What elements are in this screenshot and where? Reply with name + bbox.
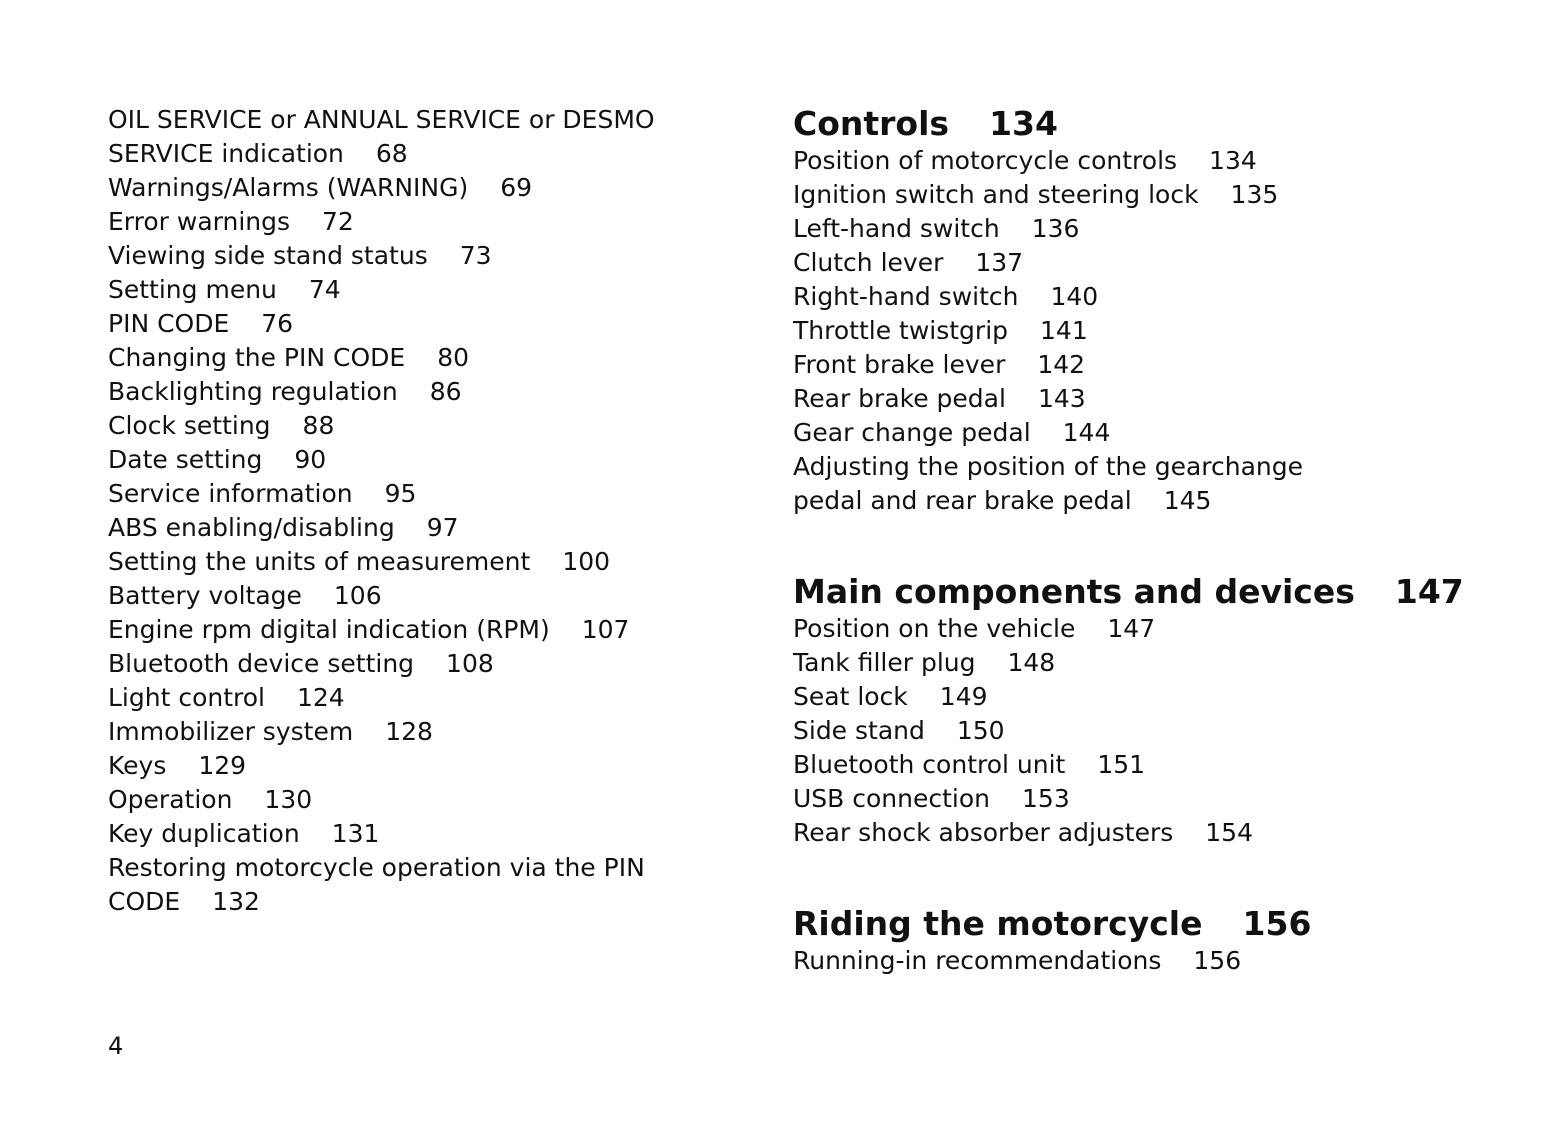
entry-title: Service information [108,479,353,508]
entry-page: 69 [500,173,533,202]
entry-title: Bluetooth device setting [108,649,415,678]
section-title: Main components and devices [793,572,1355,611]
section-page: 134 [989,104,1058,143]
toc-entry[interactable] [793,782,1493,816]
entry-title: Battery voltage [108,581,302,610]
entry-title: Rear shock absorber adjusters [793,818,1174,847]
toc-entry[interactable] [108,511,778,545]
entry-title: Bluetooth control unit [793,750,1066,779]
entry-title: Side stand [793,716,925,745]
section-title: Controls [793,104,950,143]
entry-page: 86 [429,377,462,406]
entry-page: 137 [975,248,1024,277]
entry-title: OIL SERVICE or ANNUAL SERVICE or DESMO SERVICE indication [108,105,655,168]
entry-title: Position on the vehicle [793,614,1076,643]
toc-entry[interactable] [108,477,778,511]
entry-page: 145 [1163,486,1212,515]
toc-entry[interactable] [108,783,778,817]
entry-title: Viewing side stand status [108,241,428,270]
entry-page: 68 [375,139,408,168]
entry-title: USB connection [793,784,991,813]
toc-entry[interactable] [108,715,778,749]
toc-entry[interactable] [793,246,1493,280]
entry-page: 130 [264,785,313,814]
entry-page: 131 [331,819,380,848]
entry-title: Gear change pedal [793,418,1031,447]
entry-title: ABS enabling/disabling [108,513,395,542]
entry-page: 73 [459,241,492,270]
entry-page: 154 [1205,818,1253,847]
toc-entry[interactable] [108,205,778,239]
toc-entry[interactable] [793,382,1493,416]
toc-entry[interactable] [108,851,778,919]
toc-entry[interactable] [108,375,778,409]
toc-left-column [108,0,778,919]
entry-title: Changing the PIN CODE [108,343,406,372]
entry-page: 144 [1062,418,1111,447]
toc-entry[interactable] [108,579,778,613]
toc-entry[interactable] [793,314,1493,348]
toc-entry[interactable] [793,816,1493,850]
entry-title: Position of motorcycle controls [793,146,1178,175]
toc-entry[interactable] [108,749,778,783]
entry-title: Throttle twistgrip [793,316,1009,345]
entry-title: Ignition switch and steering lock [793,180,1199,209]
entry-title: Left-hand switch [793,214,1000,243]
toc-entry[interactable] [108,341,778,375]
entry-page: 135 [1230,180,1279,209]
entry-title: Front brake lever [793,350,1006,379]
entry-title: Clock setting [108,411,271,440]
entry-page: 150 [956,716,1005,745]
entry-title: Tank filler plug [793,648,976,677]
entry-page: 151 [1097,750,1146,779]
entry-page: 156 [1193,946,1242,975]
section-heading[interactable] [793,572,1493,612]
toc-entry[interactable] [108,273,778,307]
toc-entry[interactable] [108,409,778,443]
toc-entry[interactable] [108,545,778,579]
entry-page: 140 [1050,282,1099,311]
toc-entry[interactable] [793,212,1493,246]
entry-title: Backlighting regulation [108,377,398,406]
toc-entry[interactable] [108,613,778,647]
entry-title: Running-in recommendations [793,946,1162,975]
toc-entry[interactable] [793,348,1493,382]
toc-entry[interactable] [108,443,778,477]
entry-title: Restoring motorcycle operation via the PIN CODE [108,853,645,916]
entry-page: 95 [384,479,417,508]
entry-page: 147 [1107,614,1156,643]
entry-page: 88 [302,411,335,440]
entry-page: 149 [939,682,988,711]
entry-page: 142 [1037,350,1086,379]
entry-page: 72 [322,207,354,236]
toc-entry[interactable] [793,144,1493,178]
entry-page: 124 [297,683,345,712]
entry-title: PIN CODE [108,309,230,338]
entry-page: 136 [1031,214,1080,243]
toc-entry[interactable] [793,714,1493,748]
entry-title: Seat lock [793,682,908,711]
toc-entry[interactable] [108,647,778,681]
section-heading[interactable] [793,904,1493,944]
entry-title: Rear brake pedal [793,384,1006,413]
entry-page: 129 [198,751,247,780]
entry-title: Date setting [108,445,263,474]
entry-title: Keys [108,751,167,780]
toc-entry[interactable] [793,748,1493,782]
entry-title: Setting menu [108,275,277,304]
entry-page: 153 [1022,784,1070,813]
toc-entry[interactable] [108,171,778,205]
toc-entry[interactable] [793,416,1493,450]
toc-entry[interactable] [793,612,1493,646]
entry-title: Error warnings [108,207,291,236]
entry-page: 76 [261,309,294,338]
entry-page: 97 [426,513,459,542]
toc-entry[interactable] [108,817,778,851]
toc-entry[interactable] [793,944,1493,978]
toc-entry[interactable] [793,450,1493,518]
entry-page: 107 [581,615,630,644]
entry-page: 128 [385,717,433,746]
toc-entry[interactable] [108,103,778,171]
toc-entry[interactable] [793,280,1493,314]
toc-entry[interactable] [108,681,778,715]
entry-page: 132 [212,887,260,916]
toc-entry[interactable] [793,646,1493,680]
section-page: 156 [1242,904,1312,943]
entry-page: 90 [294,445,327,474]
entry-title: Engine rpm digital indication (RPM) [108,615,550,644]
section-heading[interactable] [793,104,1493,144]
entry-title: Light control [108,683,265,712]
entry-page: 106 [333,581,382,610]
entry-title: Immobilizer system [108,717,354,746]
entry-page: 74 [308,275,341,304]
entry-page: 148 [1007,648,1056,677]
entry-page: 100 [562,547,611,576]
entry-title: Adjusting the position of the gearchange pedal and rear brake pedal [793,452,1304,515]
entry-title: Right-hand switch [793,282,1019,311]
entry-title: Setting the units of measurement [108,547,531,576]
toc-entry[interactable] [108,239,778,273]
toc-entry[interactable] [793,178,1493,212]
toc-entry[interactable] [108,307,778,341]
toc-right-column [793,0,1493,978]
entry-title: Key duplication [108,819,300,848]
page-number: 4 [108,1032,124,1060]
section-page: 147 [1394,572,1464,611]
entry-page: 141 [1040,316,1088,345]
toc-entry[interactable] [793,680,1493,714]
entry-title: Warnings/Alarms (WARNING) [108,173,469,202]
entry-page: 108 [446,649,494,678]
entry-page: 134 [1209,146,1257,175]
entry-title: Clutch lever [793,248,944,277]
entry-page: 143 [1037,384,1086,413]
entry-title: Operation [108,785,233,814]
entry-page: 80 [437,343,470,372]
section-title: Riding the motorcycle [793,904,1203,943]
